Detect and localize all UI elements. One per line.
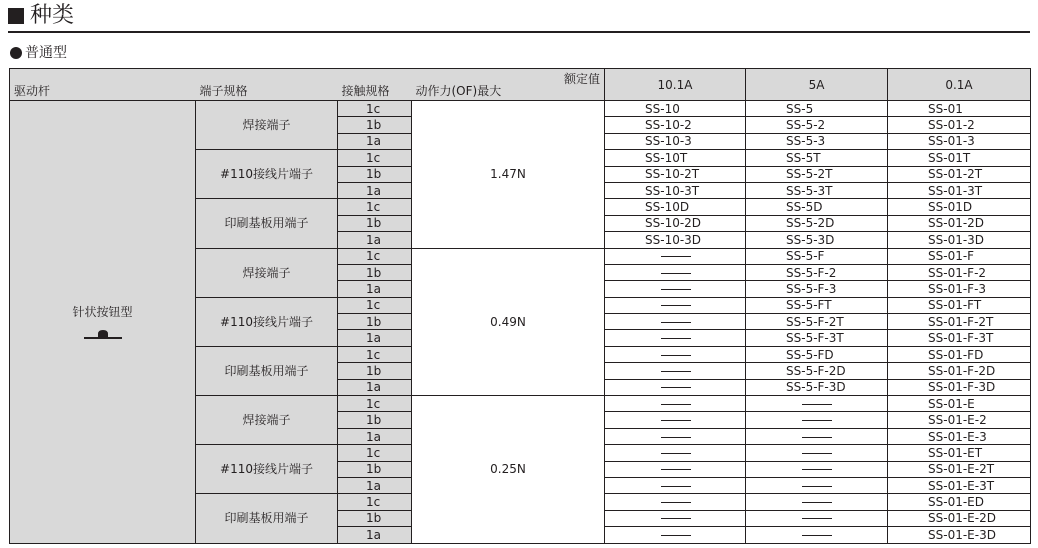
not-available-dash-icon bbox=[661, 322, 691, 323]
model-number-cell: SS-5-2T bbox=[746, 166, 888, 182]
not-available-dash-icon bbox=[661, 355, 691, 356]
header-force-rated: 动作力(OF)最大 额定值 bbox=[412, 69, 605, 101]
driver-cell bbox=[10, 101, 196, 544]
model-number-cell bbox=[605, 494, 746, 510]
title-divider bbox=[8, 31, 1030, 33]
contact-form-cell: 1c bbox=[338, 297, 412, 313]
model-number-cell bbox=[605, 461, 746, 477]
model-number-cell bbox=[746, 510, 888, 526]
model-number-cell: SS-01-FD bbox=[888, 346, 1031, 362]
contact-form-cell: 1c bbox=[338, 199, 412, 215]
not-available-dash-icon bbox=[661, 387, 691, 388]
model-number-cell: SS-01 bbox=[888, 101, 1031, 117]
not-available-dash-icon bbox=[802, 420, 832, 421]
model-table-wrapper bbox=[9, 68, 1030, 544]
header-rating: 10.1A bbox=[605, 69, 746, 101]
model-number-cell bbox=[605, 510, 746, 526]
model-number-cell bbox=[746, 428, 888, 444]
terminal-type-cell: #110接线片端子 bbox=[196, 150, 338, 199]
model-number-cell: SS-01-E-2 bbox=[888, 412, 1031, 428]
not-available-dash-icon bbox=[661, 420, 691, 421]
not-available-dash-icon bbox=[661, 453, 691, 454]
table-body bbox=[10, 101, 1031, 544]
contact-form-cell: 1c bbox=[338, 494, 412, 510]
model-number-cell: SS-01-ED bbox=[888, 494, 1031, 510]
header-rating: 5A bbox=[746, 69, 888, 101]
model-number-cell: SS-5-2 bbox=[746, 117, 888, 133]
contact-form-cell: 1a bbox=[338, 428, 412, 444]
table-header-row bbox=[10, 69, 1031, 101]
model-number-cell bbox=[605, 379, 746, 395]
model-number-cell: SS-01-E bbox=[888, 396, 1031, 412]
square-bullet-icon bbox=[8, 8, 24, 24]
section-subtitle bbox=[10, 43, 67, 63]
not-available-dash-icon bbox=[802, 437, 832, 438]
contact-form-cell: 1c bbox=[338, 248, 412, 264]
model-number-cell bbox=[605, 477, 746, 493]
model-number-cell: SS-10 bbox=[605, 101, 746, 117]
contact-form-cell: 1c bbox=[338, 150, 412, 166]
model-number-cell: SS-01-E-2D bbox=[888, 510, 1031, 526]
header-terminal: 端子规格 bbox=[196, 69, 338, 101]
not-available-dash-icon bbox=[802, 502, 832, 503]
model-number-cell: SS-10-2 bbox=[605, 117, 746, 133]
contact-form-cell: 1a bbox=[338, 133, 412, 149]
model-number-cell bbox=[746, 461, 888, 477]
operating-force-cell: 0.25N bbox=[412, 396, 605, 544]
model-number-cell bbox=[605, 248, 746, 264]
model-number-cell: SS-01-2T bbox=[888, 166, 1031, 182]
terminal-type-cell: #110接线片端子 bbox=[196, 445, 338, 494]
model-number-cell: SS-01-F-3T bbox=[888, 330, 1031, 346]
not-available-dash-icon bbox=[802, 453, 832, 454]
contact-form-cell: 1a bbox=[338, 281, 412, 297]
circle-bullet-icon bbox=[10, 47, 22, 59]
pin-plunger-icon bbox=[83, 329, 123, 339]
model-number-cell: SS-01-2 bbox=[888, 117, 1031, 133]
not-available-dash-icon bbox=[802, 404, 832, 405]
contact-form-cell: 1c bbox=[338, 396, 412, 412]
contact-form-cell: 1a bbox=[338, 182, 412, 198]
model-number-cell bbox=[605, 412, 746, 428]
not-available-dash-icon bbox=[661, 502, 691, 503]
contact-form-cell: 1c bbox=[338, 445, 412, 461]
not-available-dash-icon bbox=[661, 437, 691, 438]
model-number-cell bbox=[605, 527, 746, 543]
model-number-cell: SS-5-3D bbox=[746, 232, 888, 248]
model-number-cell: SS-5-F-2 bbox=[746, 264, 888, 280]
model-number-cell: SS-01-E-3 bbox=[888, 428, 1031, 444]
contact-form-cell: 1b bbox=[338, 363, 412, 379]
contact-form-cell: 1a bbox=[338, 527, 412, 543]
model-number-cell: SS-01-E-3T bbox=[888, 477, 1031, 493]
table-row bbox=[10, 101, 1031, 117]
model-number-cell: SS-10-2D bbox=[605, 215, 746, 231]
not-available-dash-icon bbox=[661, 273, 691, 274]
model-number-cell: SS-5-FT bbox=[746, 297, 888, 313]
model-number-cell: SS-01-F-2D bbox=[888, 363, 1031, 379]
model-number-cell bbox=[605, 428, 746, 444]
model-number-cell: SS-01-F-2T bbox=[888, 314, 1031, 330]
contact-form-cell: 1a bbox=[338, 379, 412, 395]
terminal-type-cell: 印刷基板用端子 bbox=[196, 494, 338, 543]
header-contact: 接触规格 bbox=[338, 69, 412, 101]
contact-form-cell: 1b bbox=[338, 264, 412, 280]
not-available-dash-icon bbox=[661, 338, 691, 339]
not-available-dash-icon bbox=[661, 371, 691, 372]
model-number-cell: SS-01-F-2 bbox=[888, 264, 1031, 280]
model-number-cell: SS-10-2T bbox=[605, 166, 746, 182]
header-rating: 0.1A bbox=[888, 69, 1031, 101]
header-driver: 驱动杆 bbox=[10, 69, 196, 101]
not-available-dash-icon bbox=[802, 469, 832, 470]
not-available-dash-icon bbox=[661, 518, 691, 519]
section-subtitle-text: 普通型 bbox=[25, 45, 67, 61]
model-number-cell: SS-01-F-3 bbox=[888, 281, 1031, 297]
model-number-cell bbox=[605, 363, 746, 379]
terminal-type-cell: 印刷基板用端子 bbox=[196, 199, 338, 248]
page-title-text: 种类 bbox=[30, 3, 75, 28]
model-number-cell bbox=[746, 445, 888, 461]
contact-form-cell: 1b bbox=[338, 215, 412, 231]
not-available-dash-icon bbox=[661, 486, 691, 487]
model-number-cell bbox=[605, 330, 746, 346]
model-number-cell: SS-01T bbox=[888, 150, 1031, 166]
model-number-cell: SS-01-E-2T bbox=[888, 461, 1031, 477]
model-number-cell bbox=[605, 346, 746, 362]
model-number-cell bbox=[605, 281, 746, 297]
model-number-cell bbox=[605, 314, 746, 330]
not-available-dash-icon bbox=[661, 535, 691, 536]
model-number-cell: SS-5-2D bbox=[746, 215, 888, 231]
not-available-dash-icon bbox=[802, 486, 832, 487]
model-number-cell: SS-01-2D bbox=[888, 215, 1031, 231]
not-available-dash-icon bbox=[802, 535, 832, 536]
contact-form-cell: 1b bbox=[338, 166, 412, 182]
terminal-type-cell: 焊接端子 bbox=[196, 396, 338, 445]
model-number-cell bbox=[746, 412, 888, 428]
contact-form-cell: 1a bbox=[338, 477, 412, 493]
model-number-cell bbox=[746, 494, 888, 510]
model-number-cell: SS-5-3 bbox=[746, 133, 888, 149]
contact-form-cell: 1b bbox=[338, 117, 412, 133]
operating-force-cell: 0.49N bbox=[412, 248, 605, 396]
model-number-cell: SS-10-3T bbox=[605, 182, 746, 198]
model-table bbox=[9, 68, 1031, 544]
model-number-cell: SS-5-F bbox=[746, 248, 888, 264]
terminal-type-cell: 印刷基板用端子 bbox=[196, 346, 338, 395]
driver-type-label: 针状按钮型 bbox=[72, 304, 133, 319]
model-number-cell: SS-5D bbox=[746, 199, 888, 215]
model-number-cell: SS-5-F-2D bbox=[746, 363, 888, 379]
model-number-cell: SS-10-3D bbox=[605, 232, 746, 248]
model-number-cell bbox=[746, 477, 888, 493]
model-number-cell bbox=[605, 264, 746, 280]
not-available-dash-icon bbox=[661, 305, 691, 306]
contact-form-cell: 1c bbox=[338, 346, 412, 362]
not-available-dash-icon bbox=[661, 469, 691, 470]
model-number-cell bbox=[605, 297, 746, 313]
terminal-type-cell: 焊接端子 bbox=[196, 248, 338, 297]
model-number-cell: SS-5 bbox=[746, 101, 888, 117]
not-available-dash-icon bbox=[661, 404, 691, 405]
model-number-cell: SS-5-F-3D bbox=[746, 379, 888, 395]
model-number-cell: SS-01-3 bbox=[888, 133, 1031, 149]
model-number-cell: SS-5-FD bbox=[746, 346, 888, 362]
model-number-cell bbox=[605, 396, 746, 412]
contact-form-cell: 1a bbox=[338, 232, 412, 248]
model-number-cell: SS-01-F-3D bbox=[888, 379, 1031, 395]
model-number-cell: SS-10T bbox=[605, 150, 746, 166]
model-number-cell: SS-5-F-3 bbox=[746, 281, 888, 297]
model-number-cell bbox=[746, 396, 888, 412]
model-number-cell: SS-5T bbox=[746, 150, 888, 166]
model-number-cell: SS-5-F-2T bbox=[746, 314, 888, 330]
model-number-cell: SS-01-F bbox=[888, 248, 1031, 264]
terminal-type-cell: 焊接端子 bbox=[196, 101, 338, 150]
not-available-dash-icon bbox=[661, 256, 691, 257]
contact-form-cell: 1b bbox=[338, 510, 412, 526]
page-title bbox=[8, 1, 74, 31]
contact-form-cell: 1a bbox=[338, 330, 412, 346]
model-number-cell: SS-5-3T bbox=[746, 182, 888, 198]
model-number-cell: SS-10D bbox=[605, 199, 746, 215]
model-number-cell: SS-5-F-3T bbox=[746, 330, 888, 346]
model-number-cell bbox=[605, 445, 746, 461]
contact-form-cell: 1b bbox=[338, 412, 412, 428]
terminal-type-cell: #110接线片端子 bbox=[196, 297, 338, 346]
operating-force-cell: 1.47N bbox=[412, 101, 605, 249]
contact-form-cell: 1b bbox=[338, 314, 412, 330]
model-number-cell: SS-01-3D bbox=[888, 232, 1031, 248]
model-number-cell: SS-01-3T bbox=[888, 182, 1031, 198]
model-number-cell: SS-10-3 bbox=[605, 133, 746, 149]
model-number-cell: SS-01D bbox=[888, 199, 1031, 215]
model-number-cell: SS-01-ET bbox=[888, 445, 1031, 461]
not-available-dash-icon bbox=[802, 518, 832, 519]
model-number-cell: SS-01-E-3D bbox=[888, 527, 1031, 543]
contact-form-cell: 1b bbox=[338, 461, 412, 477]
not-available-dash-icon bbox=[661, 289, 691, 290]
model-number-cell bbox=[746, 527, 888, 543]
model-number-cell: SS-01-FT bbox=[888, 297, 1031, 313]
contact-form-cell: 1c bbox=[338, 101, 412, 117]
